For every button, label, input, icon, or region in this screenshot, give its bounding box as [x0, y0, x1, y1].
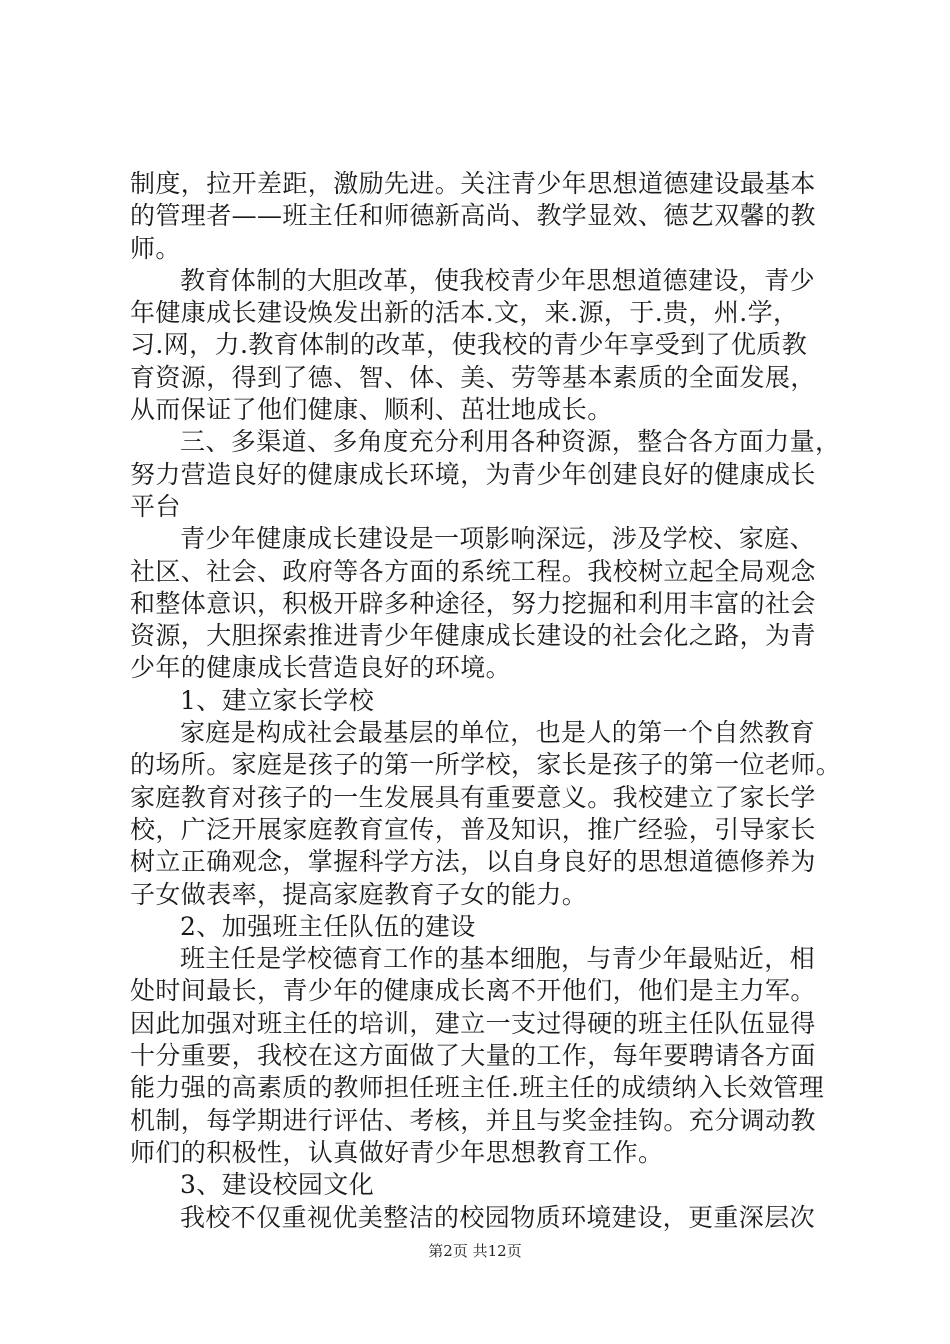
text-line: 育资源，得到了德、智、体、美、劳等基本素质的全面发展，: [130, 362, 816, 392]
text-line: 社区、社会、政府等各方面的系统工程。我校树立起全局观念: [130, 556, 816, 586]
text-line: 班主任是学校德育工作的基本细胞，与青少年最贴近，相: [180, 944, 816, 974]
text-line: 和整体意识，积极开辟多种途径，努力挖掘和利用丰富的社会: [130, 588, 816, 618]
text-line: 的管理者——班主任和师德新高尚、教学显效、德艺双馨的教: [130, 201, 816, 231]
text-line: 树立正确观念，掌握科学方法，以自身良好的思想道德修养为: [130, 847, 816, 877]
text-line: 三、多渠道、多角度充分利用各种资源，整合各方面力量，: [180, 427, 841, 457]
text-line: 师。: [130, 233, 181, 263]
text-line: 子女做表率，提高家庭教育子女的能力。: [130, 879, 588, 909]
page-footer: 第2页 共12页: [428, 1242, 522, 1260]
text-line: 家庭是构成社会最基层的单位，也是人的第一个自然教育: [180, 718, 816, 748]
text-line: 师们的积极性，认真做好青少年思想教育工作。: [130, 1137, 664, 1167]
text-line: 机制，每学期进行评估、考核，并且与奖金挂钩。充分调动教: [130, 1105, 816, 1135]
text-line: 年健康成长建设焕发出新的活本.文，来.源，于.贵，州.学，: [130, 298, 799, 328]
text-line: 3、建设校园文化: [180, 1170, 375, 1200]
text-line: 处时间最长，青少年的健康成长离不开他们，他们是主力军。: [130, 976, 816, 1006]
text-line: 能力强的高素质的教师担任班主任.班主任的成绩纳入长效管理: [130, 1073, 825, 1103]
text-line: 我校不仅重视优美整洁的校园物质环境建设，更重深层次: [180, 1202, 816, 1232]
document-body: [130, 168, 842, 1234]
text-line: 从而保证了他们健康、顺利、茁壮地成长。: [130, 395, 613, 425]
text-line: 青少年健康成长建设是一项影响深远，涉及学校、家庭、: [180, 524, 816, 554]
text-line: 因此加强对班主任的培训，建立一支过得硬的班主任队伍显得: [130, 1008, 816, 1038]
text-line: 习.网，力.教育体制的改革，使我校的青少年享受到了优质教: [130, 330, 808, 360]
text-line: 1、建立家长学校: [180, 685, 375, 715]
text-line: 制度，拉开差距，激励先进。关注青少年思想道德建设最基本: [130, 169, 816, 198]
text-line: 平台: [130, 491, 181, 521]
text-line: 资源，大胆探索推进青少年健康成长建设的社会化之路，为青: [130, 621, 816, 651]
text-line: 2、加强班主任队伍的建设: [180, 911, 476, 941]
text-line: 十分重要，我校在这方面做了大量的工作，每年要聘请各方面: [130, 1041, 816, 1071]
text-line: 的场所。家庭是孩子的第一所学校，家长是孩子的第一位老师。: [130, 750, 842, 780]
text-line: 努力营造良好的健康成长环境，为青少年创建良好的健康成长: [130, 459, 816, 489]
text-line: 教育体制的大胆改革，使我校青少年思想道德建设，青少: [180, 265, 816, 295]
text-line: 少年的健康成长营造良好的环境。: [130, 653, 512, 683]
text-line: 校，广泛开展家庭教育宣传，普及知识，推广经验，引导家长: [130, 814, 816, 844]
text-line: 家庭教育对孩子的一生发展具有重要意义。我校建立了家长学: [130, 782, 816, 812]
